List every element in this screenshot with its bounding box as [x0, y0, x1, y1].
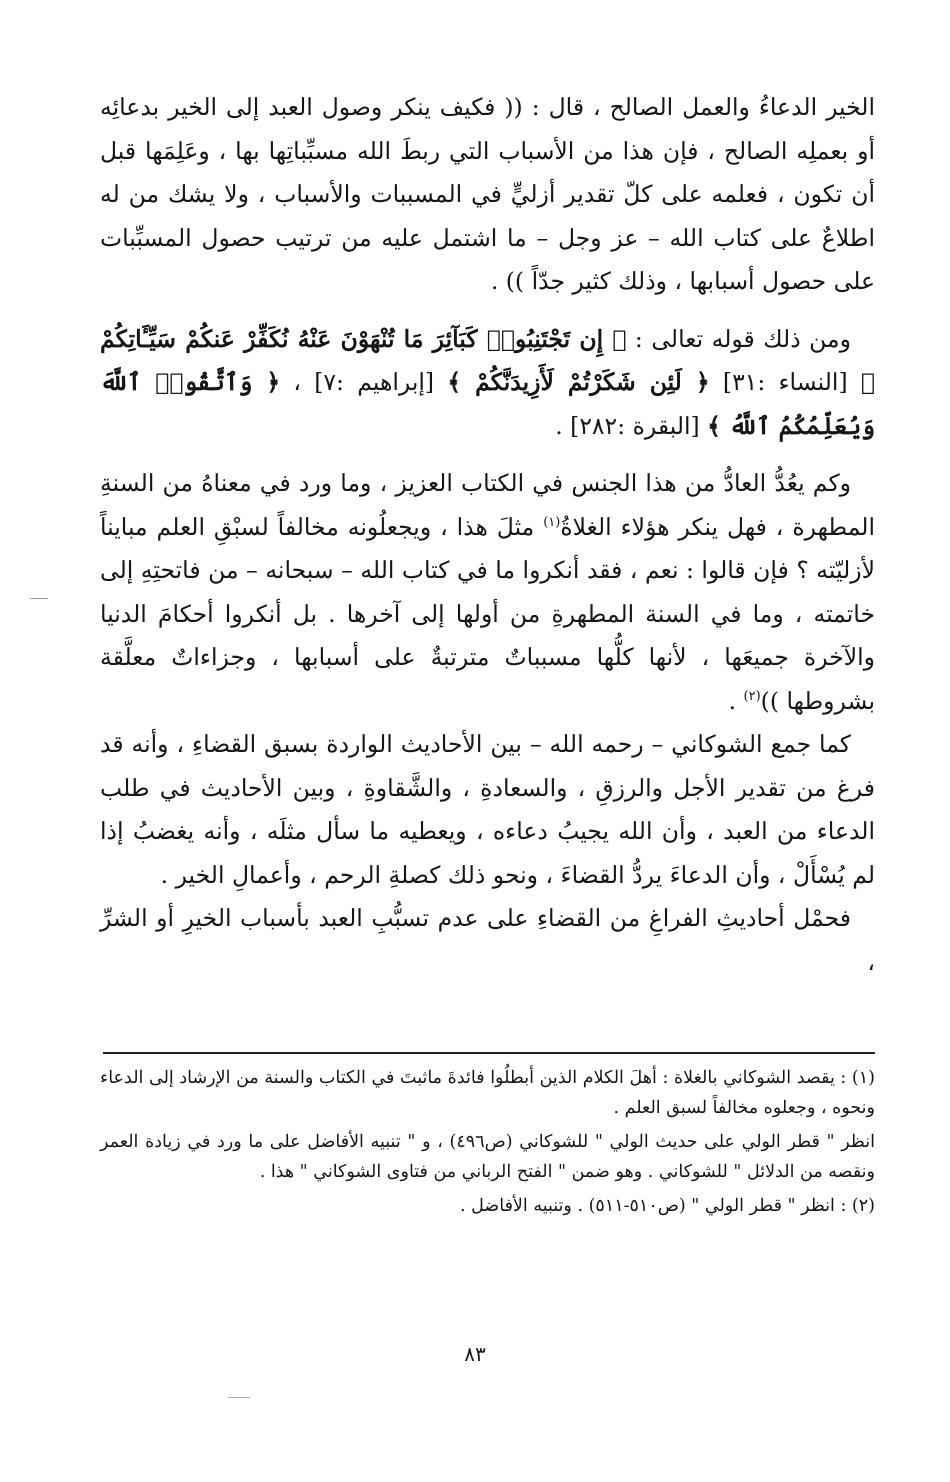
- paragraph-5: فحمْل أحاديثِ الفراغِ من القضاءِ على عدم تسبُّبِ العبد بأسباب الخيرِ أو الشرِّ ،: [100, 904, 875, 976]
- quran-verse-2: ﴿ لَئِن شَكَرْتُمْ لَأَزِيدَنَّكُمْ ﴾: [447, 368, 710, 396]
- paragraph-3-part-a: وكم يعُدُّ العادُّ من هذا الجنس في الكتاب العزيز ، وما ورد في معناهُ من السنةِ المطهرة ، فهل ينكر هؤلاء الغلاةُ: [100, 469, 875, 541]
- quran-verse-3: ﴿ وَٱتَّقُوا۟ ٱللَّهَ وَيُعَلِّمُكُمُ ٱللَّهُ ﴾: [100, 368, 875, 440]
- verse-reference-1: [النساء :٣١]: [709, 368, 861, 396]
- quran-verse-1: ﴿ إِن تَجْتَنِبُوا۟ كَبَآئِرَ مَا تُنْهَوْنَ عَنْهُ نُكَفِّرْ عَنكُمْ سَيِّـَٔاتِكُمْ ﴾: [100, 324, 876, 396]
- footnote-marker-2: (٢): [743, 688, 761, 704]
- paragraph-3-part-b: مثلَ هذا ، ويجعلُونه مخالفاً لسبْقِ العلم مبايناً لأزليّته ؟ فإن قالوا : نعم ، فقد أنكروا ما في كتاب الله – سبحانه – من فاتحتِهِ إلى خاتمته ، وما في السنة المطهرةِ من أولها إلى آخرها . بل أنكروا أحكامَ الدنيا والآخرة جميعَها ، لأنها كلُّها مسبباتٌ مترتبةٌ على أسبابها ، وجزاءاتٌ معلَّقة بشروطها )): [100, 512, 875, 715]
- footnote-1: (١) : يقصد الشوكاني بالغلاة : أهلَ الكلام الذين أبطلُوا فائدةَ ماثبتَ في الكتاب والسنة من الإرشاد إلى الدعاء ونحوه ، وجعلوه مخالفاً لسبق العلم .: [100, 1068, 875, 1118]
- verse-reference-2: [إبراهيم :٧] ،: [280, 368, 448, 396]
- paragraph-4: كما جمع الشوكاني – رحمه الله – بين الأحاديث الواردة بسبق القضاءِ ، وأنه قد فرغ من تقدير الأجل والرزقِ ، والسعادةِ ، والشَّقاوةِ ، وبين الأحاديث في طلب الدعاء من العبد ، وأن الله يجيبُ دعاءه ، ويعطيه ما سأل مثلَه ، وأنه يغضبُ إذا لم يُسْأَلْ ، وأن الدعاءَ يردُّ القضاءَ ، ونحو ذلك كصلةِ الرحم ، وأعمالِ الخير .: [100, 730, 875, 889]
- verse-reference-3: [البقرة :٢٨٢] .: [555, 411, 708, 440]
- footnote-2: (٢) : انظر " قطر الولي " (ص٥١٠-٥١١) . وتنبيه الأفاضل .: [460, 1196, 875, 1216]
- bottom-mark: [228, 1397, 250, 1398]
- paragraph-2: [100, 318, 875, 449]
- main-text: [100, 86, 875, 984]
- paragraph-1: الخير الدعاءُ والعمل الصالح ، قال : (( فكيف ينكر وصول العبد إلى الخير بدعائِه أو بعملِه الصالح ، فإن هذا من الأسباب التي ربطَ الله مسبِّباتِها بها ، وعَلِمَها قبل أن تكون ، فعلمه على كلّ تقدير أزليٍّ في المسببات والأسباب ، ولا يشك من له اطلاعٌ على كتاب الله – عز وجل – ما اشتمل عليه من ترتيب حصول المسبِّبات على حصول أسبابها ، وذلك كثير جدّاً )) .: [100, 93, 875, 295]
- footnote-divider: [103, 1052, 875, 1054]
- paragraph-3: [100, 462, 875, 723]
- page-number: ٨٣: [464, 1342, 486, 1366]
- paragraph-3-end: .: [728, 686, 744, 715]
- footnote-marker-1: (١): [543, 514, 561, 530]
- margin-mark: [30, 598, 48, 599]
- verses-intro: ومن ذلك قوله تعالى :: [626, 324, 851, 353]
- footnotes: [100, 1063, 875, 1225]
- footnote-1-continued: انظر " قطر الولي على حديث الولي " للشوكاني (ص٤٩٦) ، و " تنبيه الأفاضل على ما ورد في زيادة العمر ونقصه من الدلائل " للشوكاني . وهو ضمن " الفتح الرباني من فتاوى الشوكاني " هذا .: [100, 1132, 875, 1182]
